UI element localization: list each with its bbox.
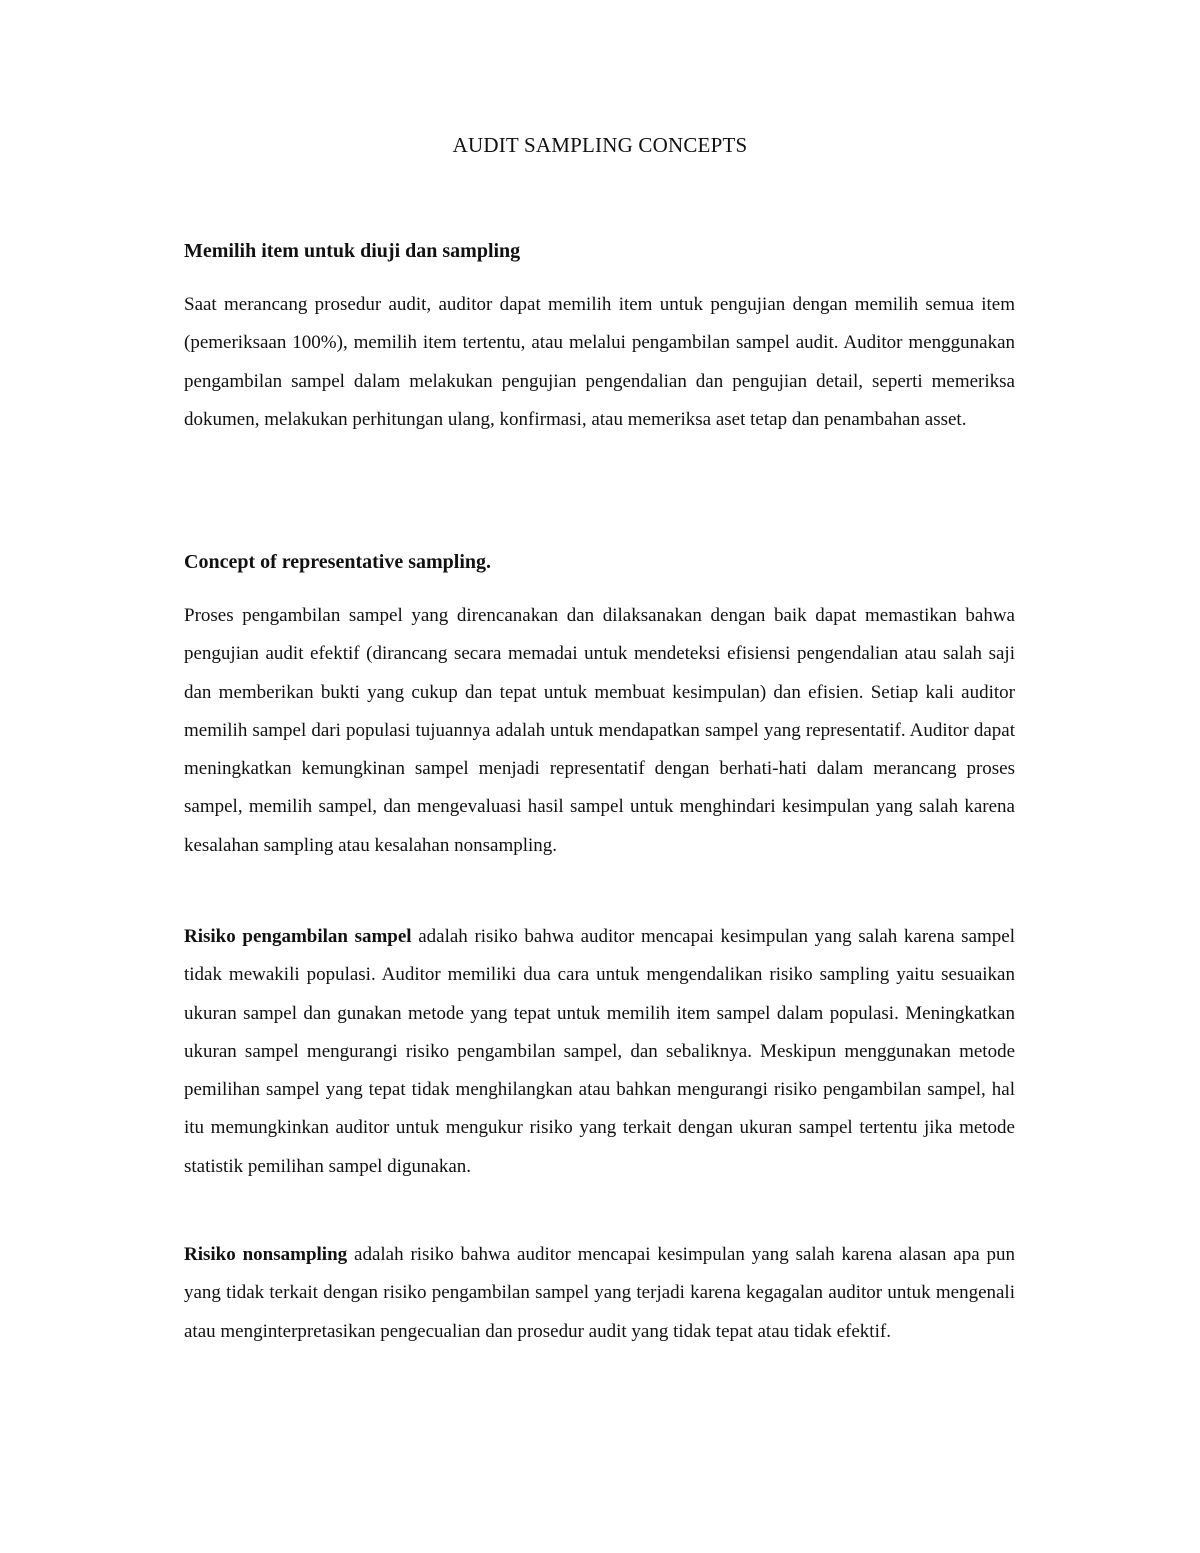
section-paragraph-representative-sampling: Proses pengambilan sampel yang direncanakan dan dilaksanakan dengan baik dapat memastikan bahwa pengujian audit efektif (dirancang secara memadai untuk mendeteksi efisiensi pengendalian atau salah saji dan memberikan bukti yang cukup dan tepat untuk membuat kesimpulan) dan efisien. Setiap kali auditor memilih sampel dari populasi tujuannya adalah untuk mendapatkan sampel yang representatif. Auditor dapat meningkatkan kemungkinan sampel menjadi representatif dengan berhati-hati dalam merancang proses sampel, memilih sampel, dan mengevaluasi hasil sampel untuk menghindari kesimpulan yang salah karena kesalahan sampling atau kesalahan nonsampling. — [184, 605, 1015, 856]
section-heading-selecting-items: Memilih item untuk diuji dan sampling — [184, 240, 521, 262]
term-sampling-risk: Risiko pengambilan sampel — [184, 926, 412, 947]
document-title: AUDIT SAMPLING CONCEPTS — [452, 133, 748, 157]
section-heading-representative-sampling: Concept of representative sampling. — [184, 551, 492, 573]
term-nonsampling-risk: Risiko nonsampling — [184, 1244, 348, 1265]
nonsampling-risk-text: adalah risiko bahwa auditor mencapai kesimpulan yang salah karena alasan apa pun yang tidak terkait dengan risiko pengambilan sampel yang terjadi karena kegagalan auditor untuk mengenali atau menginterpretasikan pengecualian dan prosedur audit yang tidak tepat atau tidak efektif. — [184, 1244, 1015, 1342]
paragraph-sampling-risk — [184, 918, 1015, 1186]
sampling-risk-text: adalah risiko bahwa auditor mencapai kesimpulan yang salah karena sampel tidak mewakili populasi. Auditor memiliki dua cara untuk mengendalikan risiko sampling yaitu sesuaikan ukuran sampel dan gunakan metode yang tepat untuk memilih item sampel dalam populasi. Meningkatkan ukuran sampel mengurangi risiko pengambilan sampel, dan sebaliknya. Meskipun menggunakan metode pemilihan sampel yang tepat tidak menghilangkan atau bahkan mengurangi risiko pengambilan sampel, hal itu memungkinkan auditor untuk mengukur risiko yang terkait dengan ukuran sampel tertentu jika metode statistik pemilihan sampel digunakan. — [184, 926, 1015, 1177]
paragraph-nonsampling-risk — [184, 1236, 1015, 1351]
section-paragraph-selecting-items: Saat merancang prosedur audit, auditor dapat memilih item untuk pengujian dengan memilih semua item (pemeriksaan 100%), memilih item tertentu, atau melalui pengambilan sampel audit. Auditor menggunakan pengambilan sampel dalam melakukan pengujian pengendalian dan pengujian detail, seperti memeriksa dokumen, melakukan perhitungan ulang, konfirmasi, atau memeriksa aset tetap dan penambahan asset. — [184, 294, 1015, 430]
